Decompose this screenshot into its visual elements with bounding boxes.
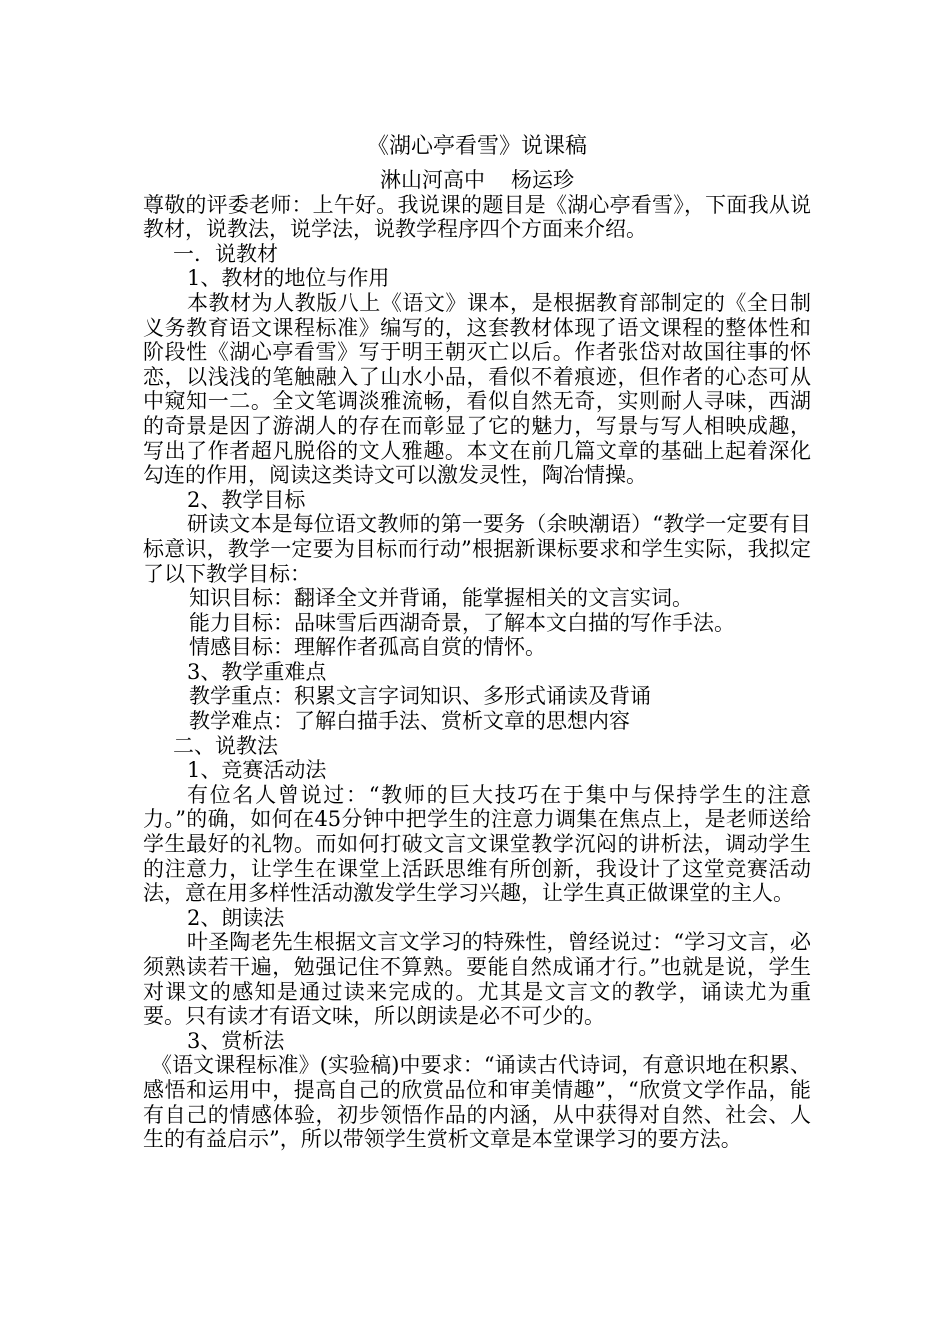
author-name: 杨运珍: [511, 168, 574, 192]
objective-knowledge: 知识目标：翻译全文并背诵，能掌握相关的文言实词。: [189, 586, 693, 611]
objective-ability: 能力目标：品味雪后西湖奇景，了解本文白描的写作手法。: [189, 610, 735, 635]
subheading-competition: 1、竞赛活动法: [187, 758, 327, 783]
paragraph-objectives: 研读文本是每位语文教师的第一要务（余映潮语）“教学一定要有目标意识，教学一定要为目标而行动”根据新课标要求和学生实际，我拟定了以下教学目标：: [143, 512, 811, 586]
author-line: [143, 168, 811, 193]
subheading-appreciation: 3、赏析法: [187, 1028, 285, 1053]
paragraph-role: 本教材为人教版八上《语文》课本，是根据教育部制定的《全日制义务教育语文课程标准》编写的，这套教材体现了语文课程的整体性和阶段性《湖心亭看雪》写于明王朝灭亡以后。作者张岱对故国往事的怀恋，以浅浅的笔触融入了山水小品，看似不着痕迹，但作者的心态可从中窥知一二。全文笔调淡雅流畅，看似自然无奇，实则耐人寻味，西湖的奇景是因了游湖人的存在而彰显了它的魅力，写景与写人相映成趣，写出了作者超凡脱俗的文人雅趣。本文在前几篇文章的基础上起着深化勾连的作用，阅读这类诗文可以激发灵性，陶冶情操。: [143, 290, 811, 488]
section-heading-methods: 二、说教法: [173, 733, 278, 758]
paragraph-appreciation: 《语文课程标准》(实验稿)中要求：“诵读古代诗词，有意识地在积累、感悟和运用中，提高自己的欣赏品位和审美情趣”，“欣赏文学作品，能有自己的情感体验，初步领悟作品的内涵，从中获得对自然、社会、人生的有益启示”，所以带领学生赏析文章是本堂课学习的要方法。: [143, 1053, 811, 1152]
key-point: 教学重点：积累文言字词知识、多形式诵读及背诵: [189, 684, 651, 709]
section-heading-textbook: 一．说教材: [173, 241, 278, 266]
subheading-objectives: 2、教学目标: [187, 487, 306, 512]
paragraph-competition: 有位名人曾说过：“教师的巨大技巧在于集中与保持学生的注意力。”的确，如何在45分钟中把学生的注意力调集在焦点上，是老师送给学生最好的礼物。而如何打破文言文课堂教学沉闷的讲析法，调动学生的注意力，让学生在课堂上活跃思维有所创新，我设计了这堂竞赛活动法，意在用多样性活动激发学生学习兴趣，让学生真正做课堂的主人。: [143, 782, 811, 906]
author-school: 淋山河高中: [380, 168, 485, 192]
intro-paragraph: 尊敬的评委老师：上午好。我说课的题目是《湖心亭看雪》，下面我从说教材，说教法，说学法，说教学程序四个方面来介绍。: [143, 192, 811, 242]
document-body: [143, 134, 811, 1152]
subheading-role: 1、教材的地位与作用: [187, 266, 390, 291]
objective-emotion: 情感目标：理解作者孤高自赏的情怀。: [189, 635, 546, 660]
subheading-reading: 2、朗读法: [187, 905, 285, 930]
paragraph-reading: 叶圣陶老先生根据文言文学习的特殊性，曾经说过：“学习文言，必须熟读若干遍，勉强记住不算熟。要能自然成诵才行。”也就是说，学生对课文的感知是通过读来完成的。尤其是文言文的教学，诵读尤为重要。只有读才有语文味，所以朗读是必不可少的。: [143, 930, 811, 1029]
document-title: 《湖心亭看雪》说课稿: [366, 134, 587, 159]
difficult-point: 教学难点：了解白描手法、赏析文章的思想内容: [189, 709, 630, 734]
subheading-key-points: 3、教学重难点: [187, 659, 327, 684]
